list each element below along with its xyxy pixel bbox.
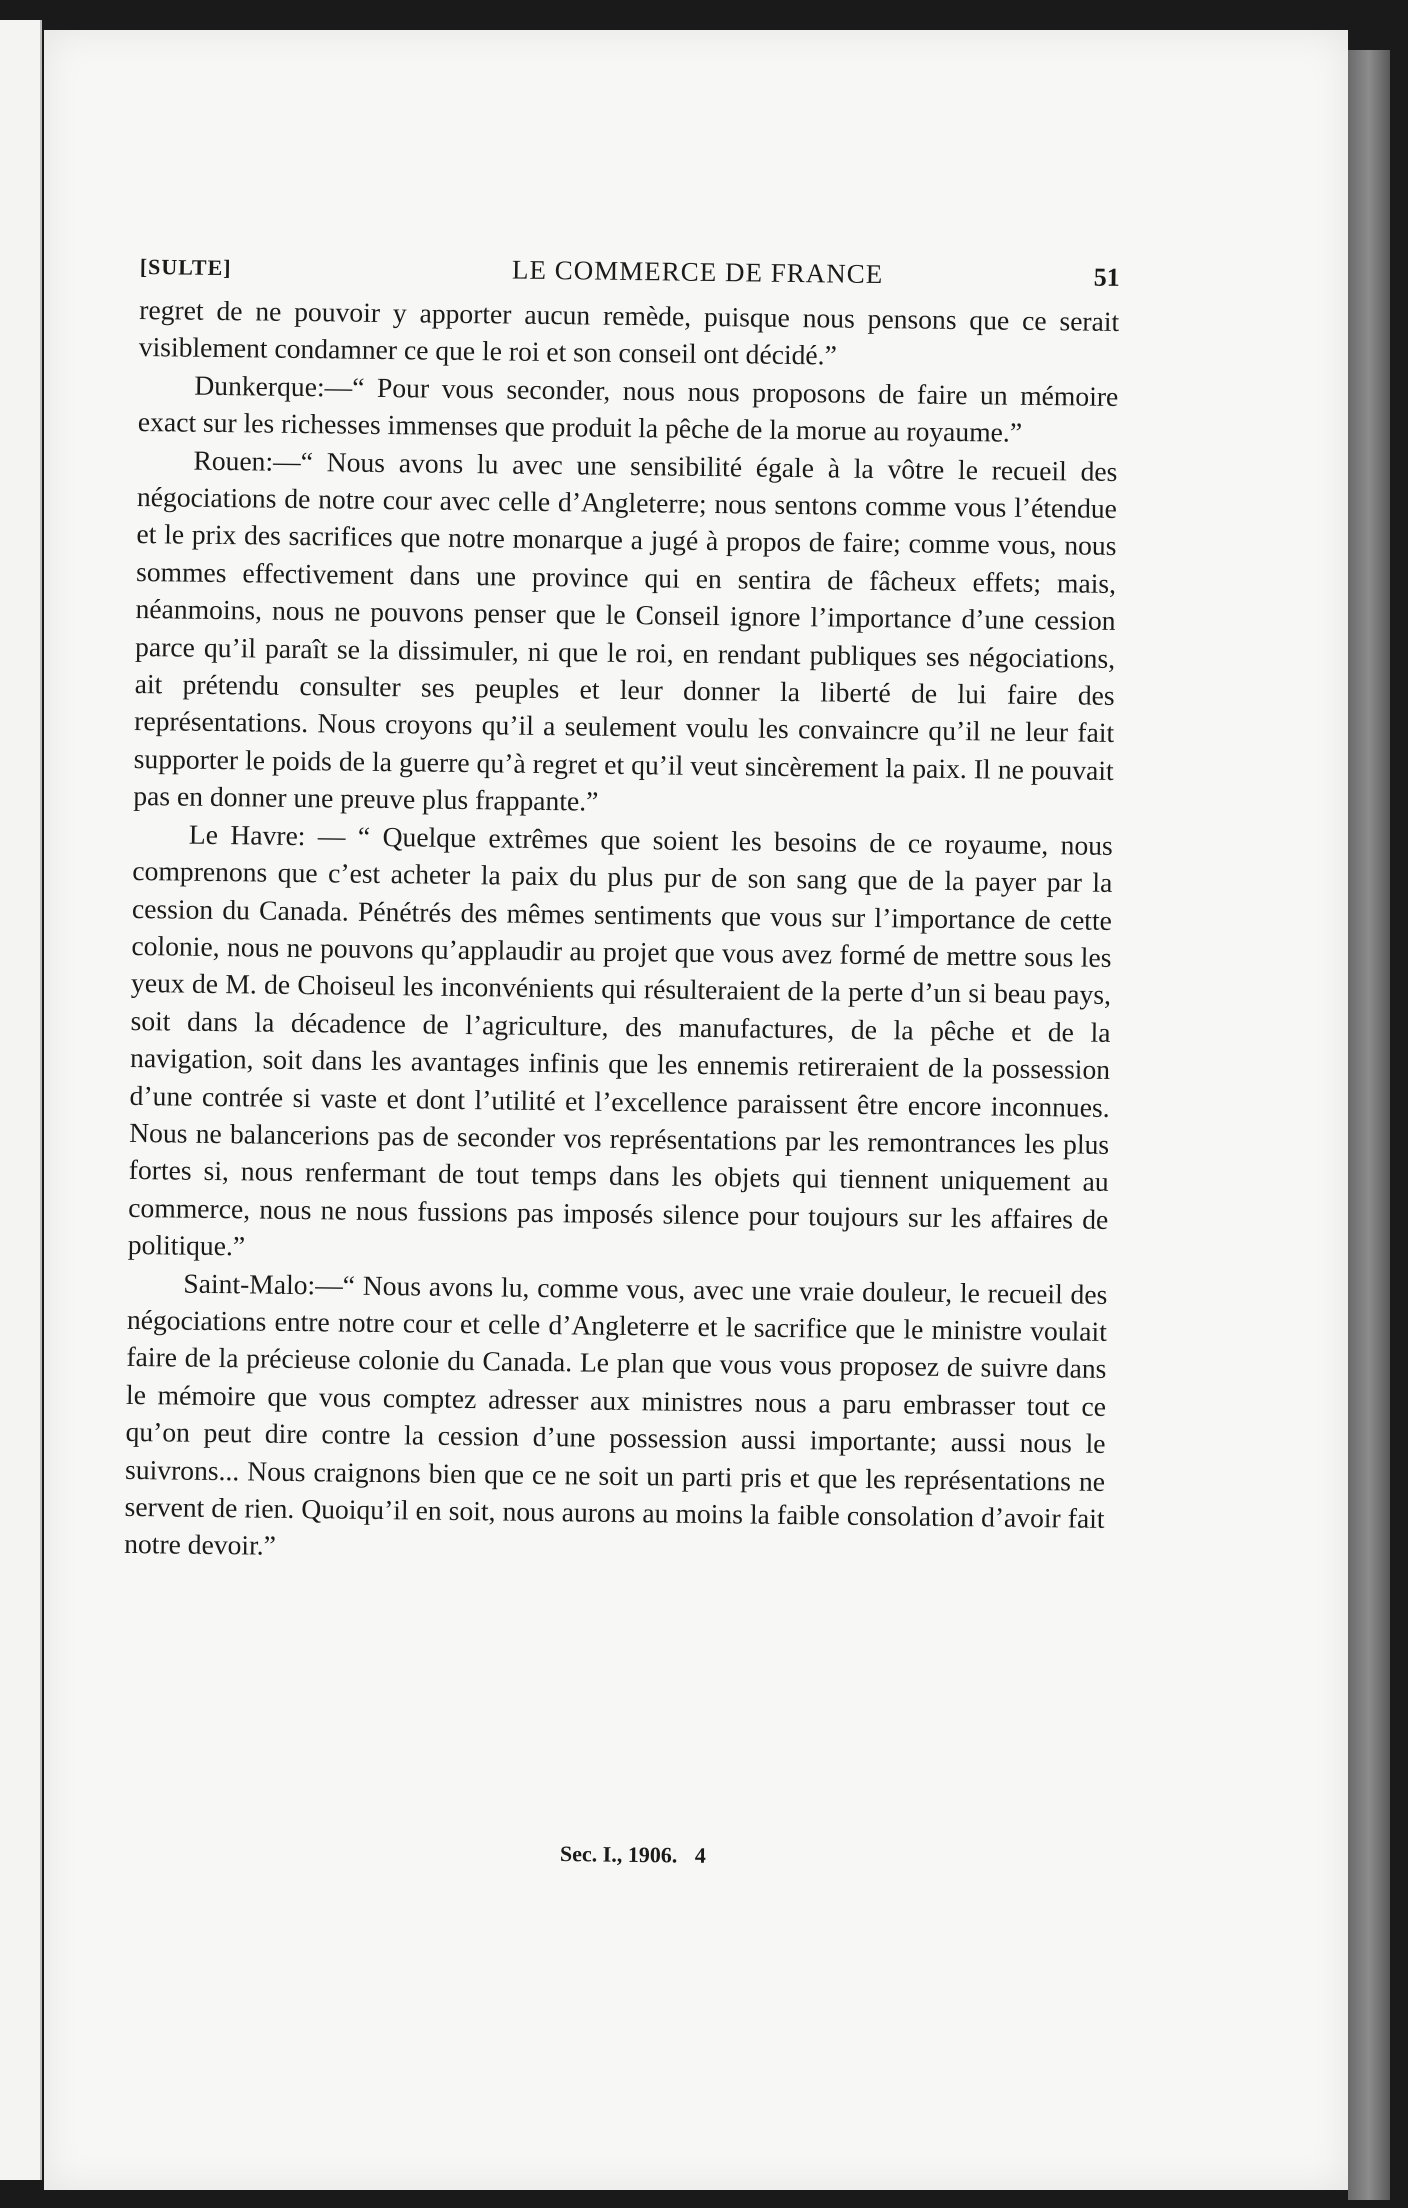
paragraph-le-havre: Le Havre: — “ Quelque extrêmes que soient les besoins de ce royaume, nous comprenons que c’est acheter la paix du plus pur de son sang que de la payer par la cession du Canada. Pénétrés des mêmes sentiments que vous sur l’importance de cette colonie, nous ne pouvons qu’applaudir au projet que vous avez formé de mettre sous les yeux de M. de Choiseul les inconvénients qui résulteraient de la perte d’un si beau pays, soit dans la décadence de l’agriculture, des manufactures, de la pêche et de la navigation, soit dans les avantages infinis que les ennemis retireraient de la possession d’une contrée si vaste et dont l’utilité et l’excellence paraissent être encore inconnues. Nous ne balancerions pas de seconder vos représentations par les remontrances les plus fortes si, nous renfermant de tout temps dans les objets qui tiennent uniquement au commerce, nous ne nous fussions pas imposés silence pour toujours sur les affaires de politique.” — [127, 818, 1113, 1262]
paragraph-saint-malo: Saint-Malo:—“ Nous avons lu, comme vous, avec une vraie douleur, le recueil des négociations entre notre cour et celle d’Angleterre et le sacrifice que le ministre voulait faire de la précieuse colonie du Canada. Le plan que vous vous proposez de suivre dans le mémoire que vous comptez adresser aux ministres nous a paru embrasser tout ce qu’on peut dire contre la cession d’une possession aussi importante; aussi nous le suivrons... Nous craignons bien que ce ne soit un parti pris et que les représentations ne servent de rien. Quoiqu’il en soit, nous aurons au moins la faible consolation d’avoir fait notre devoir.” — [124, 1267, 1108, 1562]
page-number: 51 — [1093, 262, 1120, 292]
book-edge — [1348, 50, 1390, 2200]
page-text-block — [124, 250, 1120, 1575]
signature-sheet: 4 — [694, 1842, 706, 1868]
paragraph-rouen: Rouen:—“ Nous avons lu avec une sensibilité égale à la vôtre le recueil des négociations de notre cour avec celle d’Angleterre; nous sentons comme vous l’étendue et le prix des sacrifices que notre monarque a jugé à propos de faire; comme vous, nous sommes effectivement dans une province qui en sentira de fâcheux effets; mais, néanmoins, nous ne pouvons penser que le Conseil ignore l’importance d’une cession parce qu’il paraît se la dissimuler, ni que le roi, en rendant publiques ses négociations, ait prétendu consulter ses peuples et leur donner la liberté de lui faire des représentations. Nous croyons qu’il a seulement voulu les convaincre qu’il ne leur fait supporter le poids de la guerre qu’à regret et qu’il veut sincèrement la paix. Il ne pouvait pas en donner une preuve plus frappante.” — [133, 444, 1118, 817]
header-title: LE COMMERCE DE FRANCE — [511, 254, 884, 290]
signature-text: Sec. I., 1906. — [559, 1841, 678, 1868]
header-section: [SULTE] — [139, 253, 232, 281]
paragraph-continuation: regret de ne pouvoir y apporter aucun remède, puisque nous pensons que ce serait visiblement condamner ce que le roi et son conseil ont décidé.” — [138, 293, 1120, 371]
signature-mark — [560, 1841, 718, 1869]
facing-page-edge — [0, 20, 42, 2180]
paragraph-dunkerque: Dunkerque:—“ Pour vous seconder, nous nous proposons de faire un mémoire exact sur les richesses immenses que produit la pêche de la morue au royaume.” — [137, 369, 1119, 449]
